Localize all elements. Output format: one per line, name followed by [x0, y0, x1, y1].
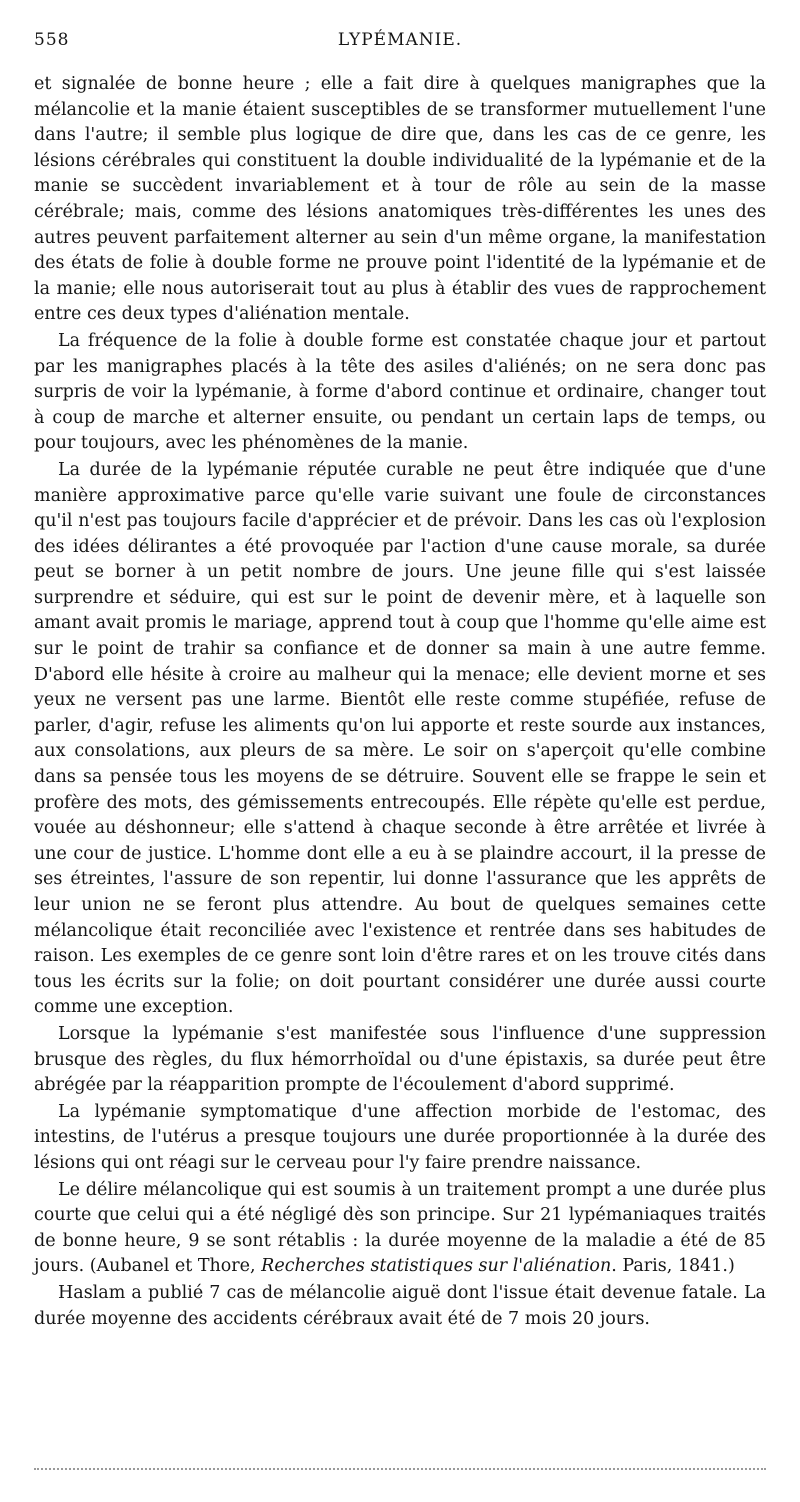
paragraph-lypemanie-symptomatique: La lypémanie symptomatique d'une affection morbide de l'estomac, des intestins, de l'utérus a presque toujours une durée proportionnée à la durée des lésions qui ont réagi sur le cerveau pour l'y faire prendre naissance. — [34, 1101, 766, 1173]
body-text — [34, 72, 766, 1332]
paragraph-continued: et signalée de bonne heure ; elle a fait dire à quelques manigraphes que la mélancolie et la manie étaient susceptibles de se transformer mutuellement l'une dans l'autre; il semble plus logique de dire que, dans les cas de ce genre, les lésions cérébrales qui constituent la double individualité de la lypémanie et de la manie se succèdent invariablement et à tour de rôle au sein de la masse cérébrale; mais, comme des lésions anatomiques très-différentes les unes des autres peuvent parfaitement alterner au sein d'un même organe, la manifestation des états de folie à double forme ne prouve point l'identité de la lypémanie et de la manie; elle nous autoriserait tout au plus à établir des vues de rapprochement entre ces deux types d'aliénation mentale. — [34, 74, 766, 325]
page-number: 558 — [34, 30, 70, 50]
paragraph-suppression-regles: Lorsque la lypémanie s'est manifestée sous l'influence d'une suppression brusque des règles, du flux hémorrhoïdal ou d'une épistaxis, sa durée peut être abrégée par la réapparition prompte de l'écoulement d'abord supprimé. — [34, 1023, 766, 1096]
running-title: LYPÉMANIE. — [337, 30, 463, 50]
citation-title: Recherches statistiques sur l'aliénation — [261, 1256, 612, 1277]
footer-dotted-rule — [34, 1468, 766, 1470]
page-header — [34, 30, 766, 58]
paragraph-duree-lypemanie: La durée de la lypémanie réputée curable ne peut être indiquée que d'une manière approximative parce qu'elle varie suivant une foule de circonstances qu'il n'est pas toujours facile d'apprécier et de prévoir. Dans les cas où l'explosion des idées délirantes a été provoquée par l'action d'une cause morale, sa durée peut se borner à un petit nombre de jours. Une jeune fille qui s'est laissée surprendre et séduire, qui est sur le point de devenir mère, et à laquelle son amant avait promis le mariage, apprend tout à coup que l'homme qu'elle aime est sur le point de trahir sa confiance et de donner sa main à une autre femme. D'abord elle hésite à croire au malheur qui la menace; elle devient morne et ses yeux ne versent pas une larme. Bientôt elle reste comme stupéfiée, refuse de parler, d'agir, refuse les aliments qu'on lui apporte et reste sourde aux instances, aux consolations, aux pleurs de sa mère. Le soir on s'aperçoit qu'elle combine dans sa pensée tous les moyens de se détruire. Souvent elle se frappe le sein et profère des mots, des gémissements entrecoupés. Elle répète qu'elle est perdue, vouée au déshonneur; elle s'attend à chaque seconde à être arrêtée et livrée à une cour de justice. L'homme dont elle a eu à se plaindre accourt, il la presse de ses étreintes, l'assure de son repentir, lui donne l'assurance que les apprêts de leur union ne se feront plus attendre. Au bout de quelques semaines cette mélancolique était reconciliée avec l'existence et rentrée dans ses habitudes de raison. Les exemples de ce genre sont loin d'être rares et on les trouve cités dans tous les écrits sur la folie; on doit pourtant considérer une durée aussi courte comme une exception. — [34, 459, 766, 1018]
paragraph-haslam: Haslam a publié 7 cas de mélancolie aiguë dont l'issue était devenue fatale. La durée moyenne des accidents cérébraux avait été de 7 mois 20 jours. — [34, 1282, 766, 1329]
paragraph-folie-double-forme: La fréquence de la folie à double forme est constatée chaque jour et partout par les manigraphes placés à la tête des asiles d'aliénés; on ne sera donc pas surpris de voir la lypémanie, à forme d'abord continue et ordinaire, changer tout à coup de marche et alterner ensuite, ou pendant un certain laps de temps, ou pour toujours, avec les phénomènes de la manie. — [34, 330, 766, 454]
paragraph-traitement-prompt — [34, 1178, 766, 1280]
citation-tail: . Paris, 1841.) — [611, 1256, 735, 1277]
paragraph-text: Le délire mélancolique qui est soumis à un traitement prompt a une durée plus courte que celui qui a été négligé dès son principe. Sur 21 lypémaniaques traités de bonne heure, 9 se sont rétablis : la durée moyenne de la maladie a été de 85 jours. (Aubanel et Thore, — [34, 1179, 766, 1277]
